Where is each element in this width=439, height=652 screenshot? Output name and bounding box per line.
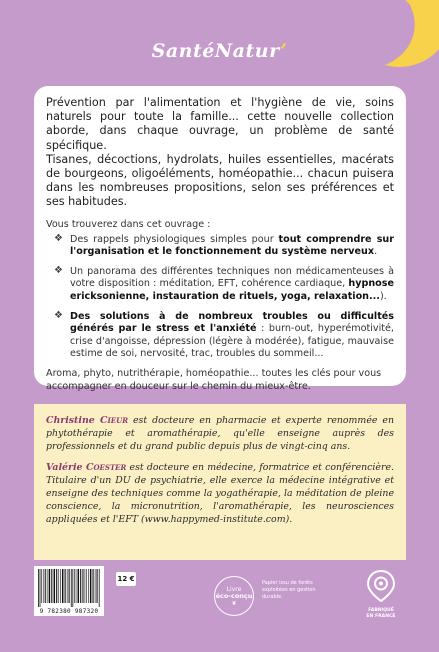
eco-concu-badge-icon [214, 576, 254, 616]
list-item [46, 266, 394, 304]
outro-text: Aroma, phyto, nutrithérapie, homéopathie... toutes les clés pour vous accompagner en douceur sur le chemin du mieux-être. [46, 367, 382, 392]
author-bio-text: est docteure en pharmacie et experte renommée en phytothérapie et aromathérapie, qu'elle enseigne auprès des professionnels et du grand public depuis plus de vingt-cinq ans. [46, 415, 395, 452]
list-item [46, 234, 394, 259]
diamond-cross-icon: ❖ [54, 309, 63, 321]
diamond-cross-icon: ❖ [54, 232, 63, 244]
bullet-text-end: . [374, 246, 378, 258]
author-first-name: Christine [46, 415, 101, 426]
barcode [34, 566, 104, 616]
forest-label: Papier issu de forêts exploitées en gestion durable. [262, 580, 316, 600]
eco-word: éco-conçu [215, 592, 253, 600]
author-bio-panel [34, 404, 406, 560]
author-last-name: Coester [86, 462, 127, 473]
author-bio-text: est docteure en médecine, formatrice et conférencière. Titulaire d'un DU de psychiatrie, elle exerce la médecine intégrative et enseigne des techniques comme la yogathérapie, la méditation de pleine conscience, la micronutrition, l'aromathérapie, les neurosciences appliquées et l'EFT (www.happymed-institute.com). [46, 462, 394, 525]
logo-accent: ’ [280, 40, 288, 62]
barcode-digits: 9 782380 987320 [39, 608, 99, 615]
barcode-icon [37, 569, 101, 607]
intro-text: Vous trouverez dans cet ouvrage : [46, 218, 211, 230]
fabrique-label [366, 608, 396, 620]
leaf-icon: ❦ [231, 600, 237, 607]
lead-paragraph-1: Prévention par l'alimentation et l'hygiène de vie, soins naturels pour toute la famille... cette nouvelle collection aborde, dans chaque ouvrage, un problème de santé spécifique. [46, 96, 394, 152]
fabrique-line-2: EN FRANCE [366, 614, 396, 619]
logo-text: SantéNatur [151, 40, 281, 62]
bullet-text: Des rappels physiologiques simples pour [70, 233, 279, 245]
diamond-cross-icon: ❖ [54, 264, 63, 276]
location-pin-icon [366, 570, 396, 602]
bullet-bold: hypnose ericksonienne, instauration de rituels, yoga, relaxation... [70, 278, 394, 302]
author-bio [46, 461, 394, 526]
bullet-text-end: : burn-out, hyperémotivité, crise d'angoisse, dépression (légère à modérée), fatigue, mauvaise estime de soi, nervosité, trac, troubles du sommeil... [70, 323, 394, 360]
author-last-name: Cieur [100, 415, 129, 426]
eco-top-text: Livre [226, 586, 242, 593]
fabrique-badge [366, 570, 396, 620]
description-card [34, 86, 406, 392]
bullet-text: Un panorama des différentes techniques non médicamenteuses à votre disposition : méditation, EFT, cohérence cardiaque, [70, 265, 394, 290]
price-tag: 12 € [116, 572, 136, 586]
bullet-bold: tout comprendre sur l'organisation et le fonctionnement du système nerveux [70, 233, 394, 258]
bullet-text-end: ). [379, 291, 387, 302]
author-first-name: Valérie [46, 462, 86, 473]
author-bio [46, 414, 394, 453]
lead-paragraph-2: Tisanes, décoctions, hydrolats, huiles essentielles, macérats de bourgeons, oligoéléments, homéopathie... chacun puisera dans les nombreuses propositions, selon ses préférences et ses habitudes. [46, 152, 394, 209]
fabrique-line-1: FABRIQUÉ [368, 608, 394, 613]
bullet-bold: Des solutions à de nombreux troubles ou difficultés générés par le stress et l'anxiété [70, 310, 394, 335]
list-item [46, 311, 394, 361]
feature-list [46, 234, 394, 361]
brand-logo [0, 40, 439, 62]
